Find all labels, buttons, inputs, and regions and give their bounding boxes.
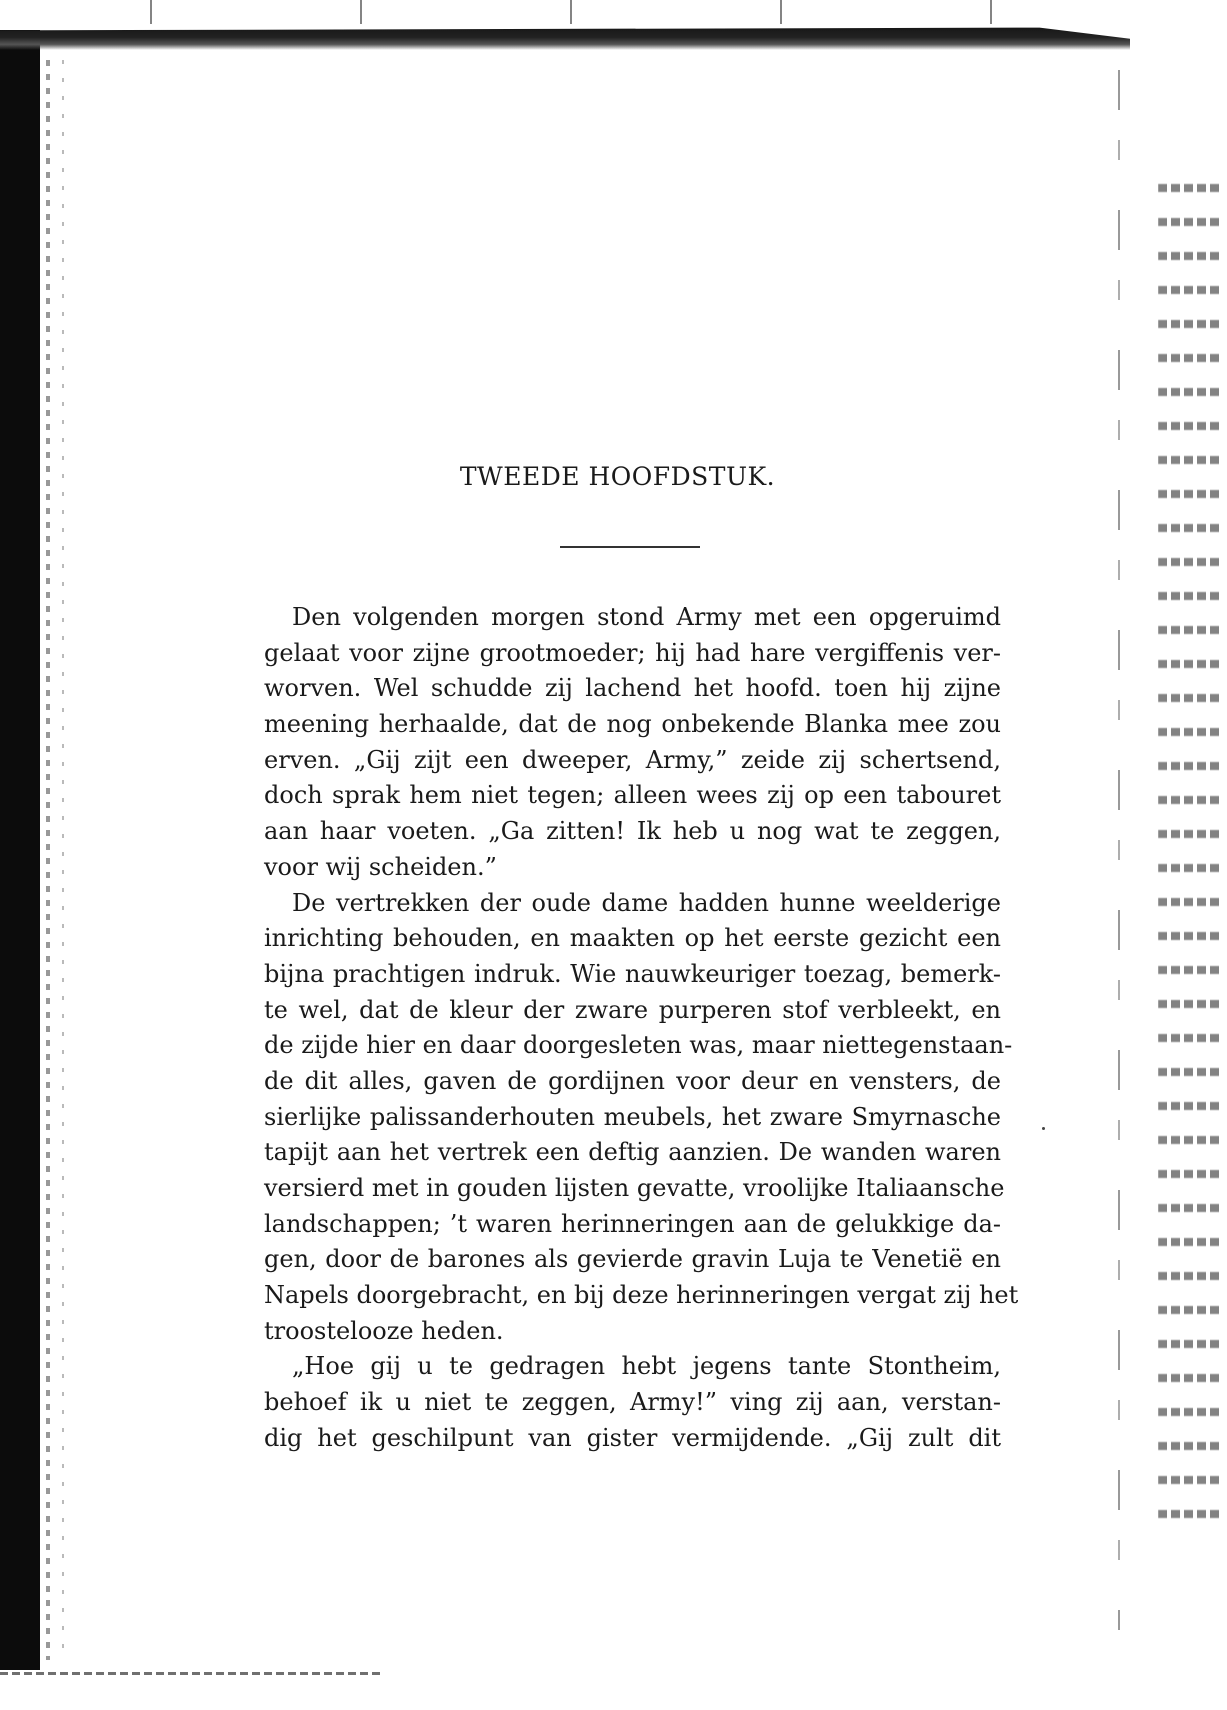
binding-edge-left [0,30,40,1670]
text-line: dig het geschilpunt van gister vermijdende. „Gij zult dit [264,1423,1001,1452]
body-text [264,600,1019,1457]
text-line: de dit alles, gaven de gordijnen voor deur en vensters, de [264,1066,1001,1095]
text-line: „Hoe gij u te gedragen hebt jegens tante Stontheim, [292,1352,1001,1381]
text-line: sierlijke palissanderhouten meubels, het zware Smyrnasche [264,1102,1001,1131]
text-line: gen, door de barones als gevierde gravin Luja te Venetië en [264,1245,1001,1274]
text-line: meening herhaalde, dat de nog onbekende Blanka mee zou [264,710,1001,739]
text-line: doch sprak hem niet tegen; alleen wees zij op een tabouret [264,781,1001,810]
heading-divider [560,546,700,548]
text-line: De vertrekken der oude dame hadden hunne weelderige [292,888,1001,917]
scan-artifact-left [46,60,50,1660]
text-line: erven. „Gij zijt een dweeper, Army,” zeide zij schertsend, [264,745,1001,774]
text-line: behoef ik u niet te zeggen, Army!” ving zij aan, verstan- [264,1388,1001,1417]
binding-edge-top [0,22,1130,50]
text-line: worven. Wel schudde zij lachend het hoofd. toen hij zijne [264,674,1001,703]
text-line: Den volgenden morgen stond Army met een opgeruimd [292,603,1001,631]
text-line: te wel, dat de kleur der zware purperen stof verbleekt, en [264,995,1001,1024]
adjacent-page-bleed [1158,170,1220,1530]
text-line: aan haar voeten. „Ga zitten! Ik heb u nog wat te zeggen, [264,817,1001,846]
text-line: bijna prachtigen indruk. Wie nauwkeuriger toezag, bemerk- [264,959,1001,988]
text-line: versierd met in gouden lijsten gevatte, vroolijke Italiaansche [264,1174,1005,1202]
scan-artifact-left-2 [62,60,64,1660]
scan-artifact-bottom [0,1672,380,1675]
text-line: landschappen; ’t waren herinneringen aan de gelukkige da- [264,1209,1001,1238]
text-line: gelaat voor zijne grootmoeder; hij had hare vergiffenis ver- [264,638,1001,667]
page-edge-right [1118,70,1120,1630]
text-line: inrichting behouden, en maakten op het eerste gezicht een [264,924,1001,953]
text-line: troostelooze heden. [264,1316,504,1345]
text-line: tapijt aan het vertrek een deftig aanzien. De wanden waren [264,1138,1001,1167]
ink-speck [1042,1127,1045,1130]
text-line: Napels doorgebracht, en bij deze herinneringen vergat zij het [264,1281,1019,1310]
chapter-heading: TWEEDE HOOFDSTUK. [459,462,776,491]
text-line: de zijde hier en daar doorgesleten was, maar niettegenstaan- [264,1031,1013,1060]
text-line: voor wij scheiden.” [264,852,497,881]
scan-artifact-top [60,0,1160,24]
